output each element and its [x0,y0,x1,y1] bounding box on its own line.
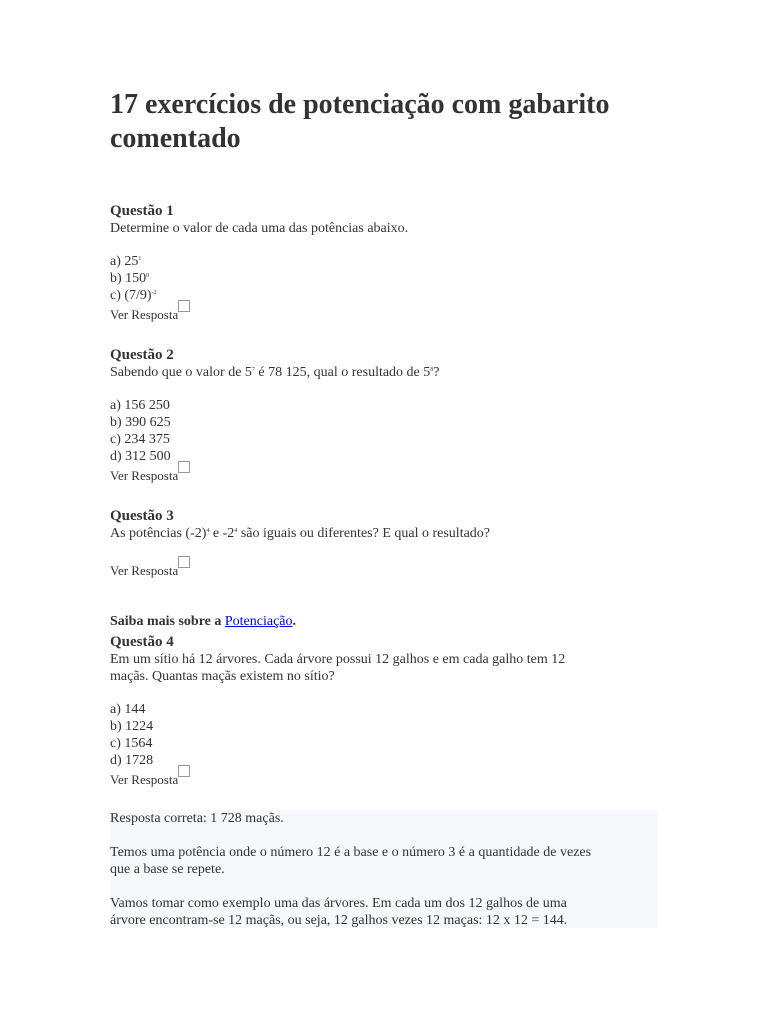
question-4-prompt-line-1: Em um sítio há 12 árvores. Cada árvore possui 12 galhos e em cada galho tem 12 [110,652,566,667]
question-4-option-c: c) 1564 [110,736,153,751]
ver-resposta-2[interactable]: Ver Resposta [110,468,190,484]
saiba-mais-text: Saiba mais sobre a [110,614,225,629]
answer-paragraph-2-line-1: Vamos tomar como exemplo uma das árvores. Em cada um dos 12 galhos de uma [110,896,567,911]
question-2-option-d: d) 312 500 [110,449,171,464]
question-4-option-a: a) 144 [110,702,146,717]
ver-resposta-3-checkbox[interactable] [178,556,190,568]
ver-resposta-2-checkbox[interactable] [178,461,190,473]
question-1-title: Questão 1 [110,203,174,219]
answer-paragraph-2-line-2: árvore encontram-se 12 maçãs, ou seja, 12 galhos vezes 12 maças: 12 x 12 = 144. [110,913,568,928]
question-3 [110,507,660,580]
ver-resposta-1[interactable]: Ver Resposta [110,307,190,323]
question-2-prompt: Sabendo que o valor de $5^7$ é 78 125, qual o resultado de $5^8$? [110,365,440,380]
ver-resposta-3[interactable]: Ver Resposta [110,563,190,579]
answer-correct: Resposta correta: 1 728 maçãs. [110,811,284,826]
answer-box [110,810,658,928]
question-4-option-b: b) 1224 [110,719,154,734]
question-4-option-d: d) 1728 [110,753,154,768]
question-4-prompt-line-2: maçãs. Quantas maçãs existem no sítio? [110,669,335,684]
question-1-prompt: Determine o valor de cada uma das potências abaixo. [110,221,409,236]
ver-resposta-1-checkbox[interactable] [178,300,190,312]
question-3-prompt: As potências $(-2)^4$ e $-2^4$ são iguais ou diferentes? E qual o resultado? [110,526,491,541]
question-4-title: Questão 4 [110,634,174,650]
question-2-title: Questão 2 [110,347,174,363]
question-1-option-a: a) $25^1$ [110,254,142,269]
question-2 [110,346,660,485]
page-title: 17 exercícios de potenciação com gabarito comentado [110,89,610,154]
question-2-option-b: b) 390 625 [110,415,171,430]
question-1-option-c: c) $(7/9)^{-2}$ [110,288,157,303]
saiba-mais: Saiba mais sobre a Potenciação. [110,614,297,629]
question-2-option-c: c) 234 375 [110,432,170,447]
question-4 [110,633,660,789]
question-2-option-a: a) 156 250 [110,398,170,413]
question-1-option-b: b) $150^0$ [110,271,150,286]
ver-resposta-4[interactable]: Ver Resposta [110,772,190,788]
answer-paragraph-1-line-2: que a base se repete. [110,862,225,877]
question-1 [110,202,660,324]
ver-resposta-4-checkbox[interactable] [178,765,190,777]
answer-paragraph-1-line-1: Temos uma potência onde o número 12 é a base e o número 3 é a quantidade de vezes [110,845,592,860]
question-3-title: Questão 3 [110,508,174,524]
potenciacao-link[interactable]: Potenciação [224,614,293,629]
